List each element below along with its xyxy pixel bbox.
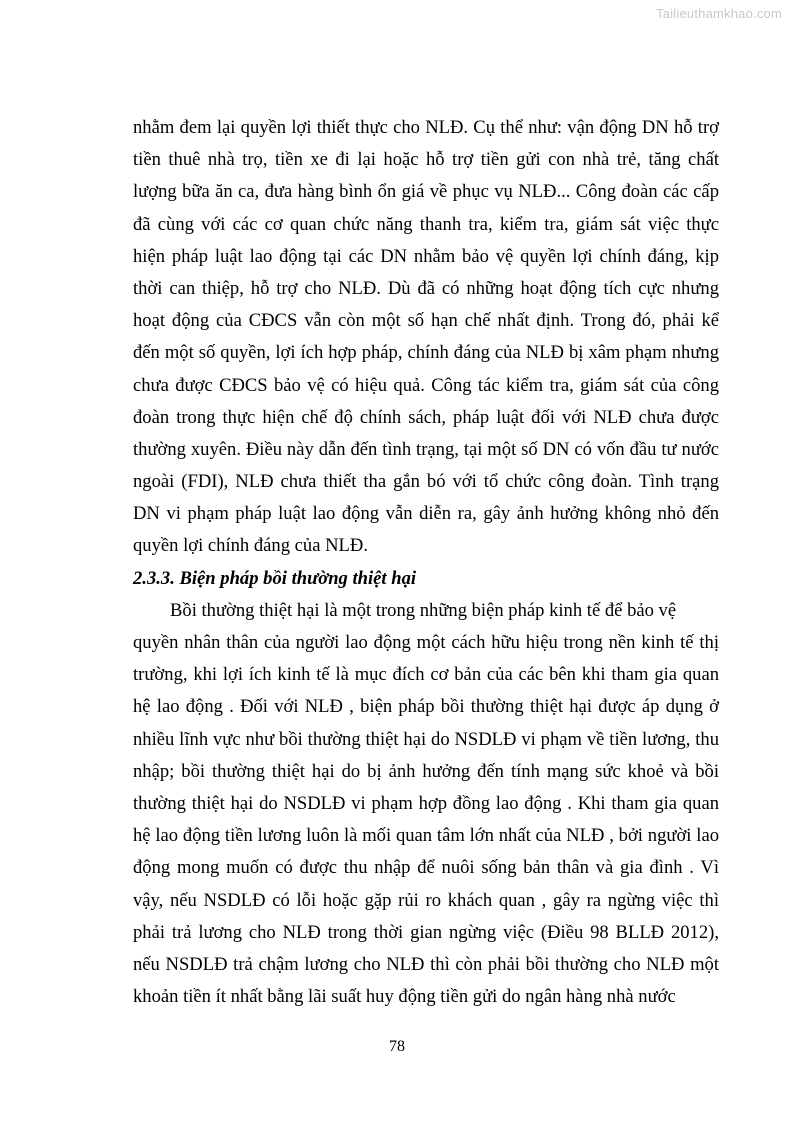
text-line: quyền nhân thân của người lao động một cách hữu hiệu trong nền kinh tế thị (133, 632, 719, 653)
text-line: lượng bữa ăn ca, đưa hàng bình ổn giá về phục vụ NLĐ... Công đoàn các cấp (133, 181, 719, 203)
text-line: trường, khi lợi ích kinh tế là mục đích cơ bản của các bên khi tham gia quan (133, 664, 719, 686)
text-line: DN vi phạm pháp luật lao động vẫn diễn ra, gây ảnh hưởng không nhỏ đến (133, 503, 719, 525)
text-line: đã cùng với các cơ quan chức năng thanh tra, kiểm tra, giám sát việc thực (133, 213, 719, 235)
text-line: nhập; bồi thường thiệt hại do bị ảnh hưởng đến tính mạng sức khoẻ và bồi (133, 760, 719, 782)
text-line: vậy, nếu NSDLĐ có lỗi hoặc gặp rủi ro khách quan , gây ra ngừng việc thì (133, 889, 719, 911)
text-line: nhằm đem lại quyền lợi thiết thực cho NLĐ. Cụ thể như: vận động DN hỗ trợ (133, 117, 719, 138)
text-line: thường xuyên. Điều này dẫn đến tình trạng, tại một số DN có vốn đầu tư nước (133, 438, 719, 460)
text-line: nhiều lĩnh vực như bồi thường thiệt hại do NSDLĐ vi phạm về tiền lương, thu (133, 728, 719, 750)
text-line: hiện pháp luật lao động tại các DN nhằm bảo vệ quyền lợi chính đáng, kịp (133, 245, 719, 267)
text-line: động mong muốn có được thu nhập để nuôi sống bản thân và gia đình . Vì (133, 857, 719, 879)
text-line: hệ lao động . Đối với NLĐ , biện pháp bồi thường thiệt hại được áp dụng ở (133, 696, 719, 718)
text-line: thường thiệt hại do NSDLĐ vi phạm hợp đồng lao động . Khi tham gia quan (133, 792, 719, 814)
text-line: nếu NSDLĐ trả chậm lương cho NLĐ thì còn phải bồi thường cho NLĐ một (133, 953, 719, 975)
section-heading: 2.3.3. Biện pháp bồi thường thiệt hại (133, 567, 417, 589)
text-line: phải trả lương cho NLĐ trong thời gian ngừng việc (Điều 98 BLLĐ 2012), (133, 921, 719, 943)
watermark: Tailieuthamkhao.com (656, 6, 782, 21)
text-line: chưa được CĐCS bảo vệ có hiệu quả. Công tác kiểm tra, giám sát của công (133, 374, 719, 396)
text-line: ngoài (FDI), NLĐ chưa thiết tha gắn bó với tổ chức công đoàn. Tình trạng (133, 471, 719, 493)
page-body (133, 112, 719, 1013)
text-line: đến một số quyền, lợi ích hợp pháp, chính đáng của NLĐ bị xâm phạm nhưng (133, 342, 719, 364)
paragraph-1 (133, 112, 719, 563)
text-line: hoạt động của CĐCS vẫn còn một số hạn chế nhất định. Trong đó, phải kể (133, 310, 719, 332)
text-line: quyền lợi chính đáng của NLĐ. (133, 535, 368, 557)
text-line: hệ lao động tiền lương luôn là mối quan tâm lớn nhất của NLĐ , bởi người lao (133, 825, 719, 847)
text-line: tiền thuê nhà trọ, tiền xe đi lại hoặc hỗ trợ tiền gửi con nhà trẻ, tăng chất (133, 149, 719, 171)
text-line: khoản tiền ít nhất bằng lãi suất huy động tiền gửi do ngân hàng nhà nước (133, 986, 676, 1008)
text-line: thời can thiệp, hỗ trợ cho NLĐ. Dù đã có những hoạt động tích cực nhưng (133, 277, 719, 299)
text-line: Bồi thường thiệt hại là một trong những biện pháp kinh tế để bảo vệ (170, 599, 677, 621)
page-number: 78 (389, 1038, 405, 1055)
text-line: đoàn trong thực hiện chế độ chính sách, pháp luật đối với NLĐ chưa được (133, 406, 719, 428)
paragraph-2 (133, 595, 719, 1013)
